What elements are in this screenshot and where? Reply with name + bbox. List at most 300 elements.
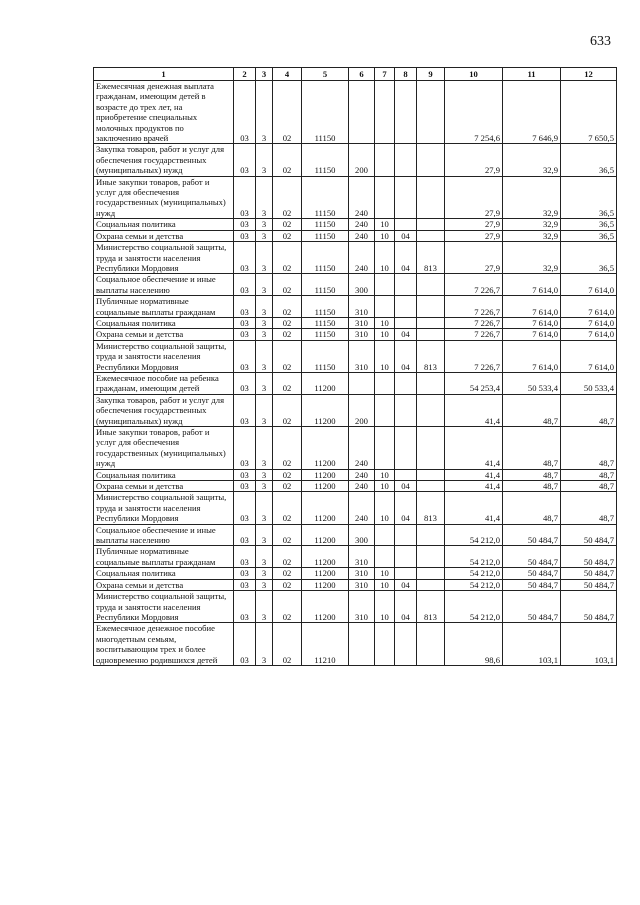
- row-name-cell: Закупка товаров, работ и услуг для обеспечения государственных (муниципальных) нужд: [94, 144, 234, 176]
- code-5-cell: 11150: [302, 274, 349, 296]
- column-header: 9: [417, 68, 445, 81]
- amount-11-cell: 7 646,9: [503, 81, 561, 144]
- code-3-cell: 3: [256, 176, 273, 219]
- code-4-cell: 02: [273, 623, 302, 666]
- code-6-cell: 300: [349, 524, 375, 546]
- code-2-cell: 03: [234, 176, 256, 219]
- code-4-cell: 02: [273, 317, 302, 328]
- code-9-cell: 813: [417, 492, 445, 524]
- table-row: [94, 230, 617, 241]
- amount-12-cell: 7 650,5: [561, 81, 617, 144]
- amount-10-cell: 41,4: [445, 394, 503, 426]
- code-6-cell: 310: [349, 340, 375, 372]
- table-row: [94, 427, 617, 470]
- code-7-cell: 10: [375, 481, 395, 492]
- code-8-cell: 04: [395, 340, 417, 372]
- amount-11-cell: 7 614,0: [503, 340, 561, 372]
- code-5-cell: 11150: [302, 317, 349, 328]
- code-6-cell: 240: [349, 242, 375, 274]
- code-5-cell: 11150: [302, 230, 349, 241]
- table-row: [94, 144, 617, 176]
- code-2-cell: 03: [234, 329, 256, 340]
- table-row: [94, 317, 617, 328]
- code-4-cell: 02: [273, 492, 302, 524]
- code-3-cell: 3: [256, 546, 273, 568]
- code-7-cell: 10: [375, 317, 395, 328]
- code-7-cell: [375, 372, 395, 394]
- code-2-cell: 03: [234, 524, 256, 546]
- amount-12-cell: 50 484,7: [561, 579, 617, 590]
- code-3-cell: 3: [256, 492, 273, 524]
- amount-12-cell: 48,7: [561, 427, 617, 470]
- code-4-cell: 02: [273, 144, 302, 176]
- code-9-cell: [417, 579, 445, 590]
- code-6-cell: 200: [349, 144, 375, 176]
- amount-10-cell: 54 212,0: [445, 524, 503, 546]
- code-4-cell: 02: [273, 524, 302, 546]
- code-3-cell: 3: [256, 427, 273, 470]
- table-row: [94, 274, 617, 296]
- amount-10-cell: 41,4: [445, 481, 503, 492]
- row-name-cell: Охрана семьи и детства: [94, 579, 234, 590]
- row-name-cell: Социальная политика: [94, 568, 234, 579]
- amount-12-cell: 50 484,7: [561, 546, 617, 568]
- amount-10-cell: 7 226,7: [445, 317, 503, 328]
- code-4-cell: 02: [273, 340, 302, 372]
- amount-11-cell: 32,9: [503, 242, 561, 274]
- code-2-cell: 03: [234, 394, 256, 426]
- row-name-cell: Министерство социальной защиты, труда и занятости населения Республики Мордовия: [94, 242, 234, 274]
- code-4-cell: 02: [273, 176, 302, 219]
- code-9-cell: [417, 230, 445, 241]
- code-5-cell: 11200: [302, 469, 349, 480]
- code-8-cell: 04: [395, 579, 417, 590]
- code-7-cell: [375, 144, 395, 176]
- amount-10-cell: 98,6: [445, 623, 503, 666]
- code-3-cell: 3: [256, 469, 273, 480]
- code-2-cell: 03: [234, 317, 256, 328]
- amount-10-cell: 41,4: [445, 492, 503, 524]
- code-7-cell: [375, 176, 395, 219]
- code-2-cell: 03: [234, 144, 256, 176]
- amount-11-cell: 48,7: [503, 469, 561, 480]
- code-3-cell: 3: [256, 219, 273, 230]
- code-4-cell: 02: [273, 427, 302, 470]
- code-9-cell: [417, 623, 445, 666]
- code-4-cell: 02: [273, 579, 302, 590]
- amount-10-cell: 41,4: [445, 427, 503, 470]
- code-2-cell: 03: [234, 296, 256, 318]
- amount-11-cell: 50 484,7: [503, 568, 561, 579]
- amount-11-cell: 48,7: [503, 492, 561, 524]
- code-8-cell: [395, 524, 417, 546]
- row-name-cell: Ежемесячное денежное пособие многодетным семьям, воспитывающим трех и более одновременно родившихся детей: [94, 623, 234, 666]
- code-6-cell: 240: [349, 176, 375, 219]
- code-4-cell: 02: [273, 469, 302, 480]
- code-5-cell: 11200: [302, 492, 349, 524]
- column-header: 1: [94, 68, 234, 81]
- code-3-cell: 3: [256, 340, 273, 372]
- code-9-cell: [417, 81, 445, 144]
- code-5-cell: 11200: [302, 427, 349, 470]
- table-row: [94, 296, 617, 318]
- code-8-cell: 04: [395, 242, 417, 274]
- code-3-cell: 3: [256, 242, 273, 274]
- code-2-cell: 03: [234, 230, 256, 241]
- row-name-cell: Социальная политика: [94, 219, 234, 230]
- code-8-cell: 04: [395, 329, 417, 340]
- code-4-cell: 02: [273, 591, 302, 623]
- table-row: [94, 340, 617, 372]
- table-row: [94, 481, 617, 492]
- column-header: 8: [395, 68, 417, 81]
- code-9-cell: [417, 481, 445, 492]
- code-9-cell: 813: [417, 340, 445, 372]
- code-7-cell: 10: [375, 340, 395, 372]
- row-name-cell: Охрана семьи и детства: [94, 230, 234, 241]
- amount-11-cell: 50 484,7: [503, 524, 561, 546]
- code-8-cell: [395, 274, 417, 296]
- code-8-cell: [395, 546, 417, 568]
- amount-11-cell: 7 614,0: [503, 296, 561, 318]
- code-7-cell: [375, 524, 395, 546]
- code-5-cell: 11150: [302, 340, 349, 372]
- amount-10-cell: 7 226,7: [445, 274, 503, 296]
- column-header: 12: [561, 68, 617, 81]
- code-7-cell: 10: [375, 469, 395, 480]
- code-2-cell: 03: [234, 568, 256, 579]
- code-2-cell: 03: [234, 81, 256, 144]
- code-8-cell: [395, 144, 417, 176]
- amount-11-cell: 50 484,7: [503, 579, 561, 590]
- amount-12-cell: 50 484,7: [561, 568, 617, 579]
- amount-12-cell: 7 614,0: [561, 317, 617, 328]
- code-5-cell: 11200: [302, 579, 349, 590]
- code-7-cell: [375, 623, 395, 666]
- amount-11-cell: 48,7: [503, 394, 561, 426]
- column-header: 11: [503, 68, 561, 81]
- code-9-cell: [417, 394, 445, 426]
- row-name-cell: Ежемесячное пособие на ребенка гражданам, имеющим детей: [94, 372, 234, 394]
- row-name-cell: Охрана семьи и детства: [94, 329, 234, 340]
- code-8-cell: 04: [395, 492, 417, 524]
- row-name-cell: Социальное обеспечение и иные выплаты населению: [94, 524, 234, 546]
- code-6-cell: 300: [349, 274, 375, 296]
- code-2-cell: 03: [234, 340, 256, 372]
- amount-12-cell: 103,1: [561, 623, 617, 666]
- code-8-cell: [395, 427, 417, 470]
- code-9-cell: [417, 329, 445, 340]
- code-9-cell: [417, 296, 445, 318]
- amount-12-cell: 7 614,0: [561, 340, 617, 372]
- header-row: [94, 68, 617, 81]
- code-5-cell: 11150: [302, 329, 349, 340]
- code-2-cell: 03: [234, 274, 256, 296]
- amount-12-cell: 48,7: [561, 394, 617, 426]
- code-8-cell: [395, 568, 417, 579]
- code-3-cell: 3: [256, 591, 273, 623]
- code-9-cell: [417, 568, 445, 579]
- table-row: [94, 242, 617, 274]
- code-7-cell: [375, 427, 395, 470]
- code-3-cell: 3: [256, 274, 273, 296]
- code-8-cell: [395, 372, 417, 394]
- code-8-cell: [395, 219, 417, 230]
- code-3-cell: 3: [256, 81, 273, 144]
- code-9-cell: [417, 469, 445, 480]
- row-name-cell: Публичные нормативные социальные выплаты гражданам: [94, 296, 234, 318]
- column-header: 6: [349, 68, 375, 81]
- column-header: 7: [375, 68, 395, 81]
- code-3-cell: 3: [256, 296, 273, 318]
- code-9-cell: [417, 144, 445, 176]
- code-2-cell: 03: [234, 469, 256, 480]
- code-8-cell: [395, 469, 417, 480]
- row-name-cell: Министерство социальной защиты, труда и занятости населения Республики Мордовия: [94, 340, 234, 372]
- code-6-cell: [349, 81, 375, 144]
- code-4-cell: 02: [273, 296, 302, 318]
- code-4-cell: 02: [273, 372, 302, 394]
- amount-12-cell: 36,5: [561, 230, 617, 241]
- code-6-cell: 310: [349, 579, 375, 590]
- column-header: 3: [256, 68, 273, 81]
- code-7-cell: 10: [375, 242, 395, 274]
- code-4-cell: 02: [273, 394, 302, 426]
- code-6-cell: 310: [349, 568, 375, 579]
- code-3-cell: 3: [256, 317, 273, 328]
- amount-10-cell: 54 212,0: [445, 591, 503, 623]
- code-6-cell: 240: [349, 469, 375, 480]
- amount-11-cell: 7 614,0: [503, 274, 561, 296]
- table-body: [94, 68, 617, 666]
- amount-12-cell: 7 614,0: [561, 274, 617, 296]
- code-2-cell: 03: [234, 579, 256, 590]
- code-7-cell: 10: [375, 329, 395, 340]
- code-4-cell: 02: [273, 242, 302, 274]
- row-name-cell: Социальное обеспечение и иные выплаты населению: [94, 274, 234, 296]
- code-2-cell: 03: [234, 372, 256, 394]
- page-number: 633: [590, 34, 611, 49]
- table-row: [94, 524, 617, 546]
- amount-11-cell: 103,1: [503, 623, 561, 666]
- code-6-cell: [349, 372, 375, 394]
- amount-10-cell: 27,9: [445, 242, 503, 274]
- code-6-cell: 240: [349, 230, 375, 241]
- code-9-cell: [417, 176, 445, 219]
- amount-12-cell: 48,7: [561, 492, 617, 524]
- amount-10-cell: 54 212,0: [445, 568, 503, 579]
- amount-10-cell: 7 226,7: [445, 296, 503, 318]
- code-3-cell: 3: [256, 579, 273, 590]
- code-9-cell: 813: [417, 242, 445, 274]
- code-8-cell: 04: [395, 591, 417, 623]
- code-8-cell: [395, 176, 417, 219]
- code-4-cell: 02: [273, 81, 302, 144]
- code-2-cell: 03: [234, 546, 256, 568]
- code-3-cell: 3: [256, 372, 273, 394]
- code-5-cell: 11150: [302, 242, 349, 274]
- code-9-cell: [417, 372, 445, 394]
- amount-12-cell: 36,5: [561, 219, 617, 230]
- code-5-cell: 11150: [302, 144, 349, 176]
- code-6-cell: 310: [349, 329, 375, 340]
- code-4-cell: 02: [273, 219, 302, 230]
- table-row: [94, 623, 617, 666]
- table-row: [94, 579, 617, 590]
- code-5-cell: 11200: [302, 568, 349, 579]
- amount-12-cell: 50 484,7: [561, 591, 617, 623]
- table-row: [94, 394, 617, 426]
- code-5-cell: 11200: [302, 372, 349, 394]
- code-2-cell: 03: [234, 623, 256, 666]
- code-4-cell: 02: [273, 274, 302, 296]
- code-6-cell: [349, 623, 375, 666]
- table-row: [94, 329, 617, 340]
- code-7-cell: 10: [375, 219, 395, 230]
- column-header: 10: [445, 68, 503, 81]
- code-7-cell: 10: [375, 230, 395, 241]
- table-row: [94, 591, 617, 623]
- amount-12-cell: 7 614,0: [561, 296, 617, 318]
- code-4-cell: 02: [273, 546, 302, 568]
- code-9-cell: 813: [417, 591, 445, 623]
- code-7-cell: 10: [375, 492, 395, 524]
- code-8-cell: [395, 317, 417, 328]
- amount-10-cell: 54 212,0: [445, 546, 503, 568]
- amount-10-cell: 54 253,4: [445, 372, 503, 394]
- amount-10-cell: 54 212,0: [445, 579, 503, 590]
- code-2-cell: 03: [234, 481, 256, 492]
- amount-11-cell: 32,9: [503, 230, 561, 241]
- budget-table: [93, 67, 617, 666]
- amount-10-cell: 7 226,7: [445, 329, 503, 340]
- table-row: [94, 176, 617, 219]
- amount-11-cell: 7 614,0: [503, 317, 561, 328]
- code-8-cell: 04: [395, 481, 417, 492]
- code-5-cell: 11150: [302, 219, 349, 230]
- code-6-cell: 200: [349, 394, 375, 426]
- row-name-cell: Закупка товаров, работ и услуг для обеспечения государственных (муниципальных) нужд: [94, 394, 234, 426]
- amount-11-cell: 32,9: [503, 144, 561, 176]
- code-3-cell: 3: [256, 481, 273, 492]
- code-8-cell: 04: [395, 230, 417, 241]
- code-6-cell: 240: [349, 219, 375, 230]
- code-6-cell: 310: [349, 546, 375, 568]
- row-name-cell: Охрана семьи и детства: [94, 481, 234, 492]
- code-5-cell: 11200: [302, 394, 349, 426]
- table-row: [94, 219, 617, 230]
- amount-10-cell: 27,9: [445, 219, 503, 230]
- amount-11-cell: 32,9: [503, 219, 561, 230]
- code-6-cell: 240: [349, 492, 375, 524]
- amount-12-cell: 50 533,4: [561, 372, 617, 394]
- code-9-cell: [417, 524, 445, 546]
- code-6-cell: 310: [349, 296, 375, 318]
- code-3-cell: 3: [256, 230, 273, 241]
- code-5-cell: 11200: [302, 524, 349, 546]
- code-7-cell: [375, 546, 395, 568]
- code-5-cell: 11150: [302, 296, 349, 318]
- code-3-cell: 3: [256, 394, 273, 426]
- row-name-cell: Ежемесячная денежная выплата гражданам, имеющим детей в возрасте до трех лет, на приобретение специальных молочных продуктов по заключению врачей: [94, 81, 234, 144]
- amount-11-cell: 32,9: [503, 176, 561, 219]
- code-6-cell: 240: [349, 481, 375, 492]
- code-8-cell: [395, 623, 417, 666]
- code-4-cell: 02: [273, 230, 302, 241]
- amount-12-cell: 48,7: [561, 481, 617, 492]
- code-5-cell: 11200: [302, 481, 349, 492]
- code-9-cell: [417, 546, 445, 568]
- code-9-cell: [417, 274, 445, 296]
- amount-12-cell: 36,5: [561, 176, 617, 219]
- table-row: [94, 81, 617, 144]
- code-7-cell: 10: [375, 579, 395, 590]
- code-3-cell: 3: [256, 568, 273, 579]
- code-9-cell: [417, 427, 445, 470]
- table-row: [94, 492, 617, 524]
- code-6-cell: 310: [349, 591, 375, 623]
- amount-10-cell: 41,4: [445, 469, 503, 480]
- code-6-cell: 240: [349, 427, 375, 470]
- code-9-cell: [417, 219, 445, 230]
- amount-11-cell: 50 484,7: [503, 546, 561, 568]
- table-row: [94, 469, 617, 480]
- code-4-cell: 02: [273, 568, 302, 579]
- amount-10-cell: 27,9: [445, 144, 503, 176]
- code-8-cell: [395, 296, 417, 318]
- code-5-cell: 11150: [302, 176, 349, 219]
- code-3-cell: 3: [256, 623, 273, 666]
- column-header: 2: [234, 68, 256, 81]
- code-3-cell: 3: [256, 524, 273, 546]
- row-name-cell: Иные закупки товаров, работ и услуг для обеспечения государственных (муниципальных) нужд: [94, 427, 234, 470]
- row-name-cell: Социальная политика: [94, 317, 234, 328]
- amount-10-cell: 27,9: [445, 176, 503, 219]
- code-3-cell: 3: [256, 144, 273, 176]
- code-7-cell: 10: [375, 568, 395, 579]
- code-7-cell: 10: [375, 591, 395, 623]
- row-name-cell: Иные закупки товаров, работ и услуг для обеспечения государственных (муниципальных) нужд: [94, 176, 234, 219]
- code-7-cell: [375, 394, 395, 426]
- row-name-cell: Министерство социальной защиты, труда и занятости населения Республики Мордовия: [94, 492, 234, 524]
- column-header: 4: [273, 68, 302, 81]
- code-2-cell: 03: [234, 591, 256, 623]
- code-9-cell: [417, 317, 445, 328]
- column-header: 5: [302, 68, 349, 81]
- amount-12-cell: 48,7: [561, 469, 617, 480]
- code-3-cell: 3: [256, 329, 273, 340]
- row-name-cell: Министерство социальной защиты, труда и занятости населения Республики Мордовия: [94, 591, 234, 623]
- amount-11-cell: 48,7: [503, 481, 561, 492]
- code-5-cell: 11210: [302, 623, 349, 666]
- amount-10-cell: 7 254,6: [445, 81, 503, 144]
- amount-12-cell: 50 484,7: [561, 524, 617, 546]
- code-5-cell: 11150: [302, 81, 349, 144]
- amount-12-cell: 36,5: [561, 242, 617, 274]
- code-2-cell: 03: [234, 492, 256, 524]
- amount-12-cell: 36,5: [561, 144, 617, 176]
- code-2-cell: 03: [234, 427, 256, 470]
- code-7-cell: [375, 274, 395, 296]
- code-2-cell: 03: [234, 219, 256, 230]
- code-7-cell: [375, 296, 395, 318]
- code-6-cell: 310: [349, 317, 375, 328]
- code-2-cell: 03: [234, 242, 256, 274]
- code-5-cell: 11200: [302, 546, 349, 568]
- amount-11-cell: 50 533,4: [503, 372, 561, 394]
- amount-11-cell: 7 614,0: [503, 329, 561, 340]
- row-name-cell: Социальная политика: [94, 469, 234, 480]
